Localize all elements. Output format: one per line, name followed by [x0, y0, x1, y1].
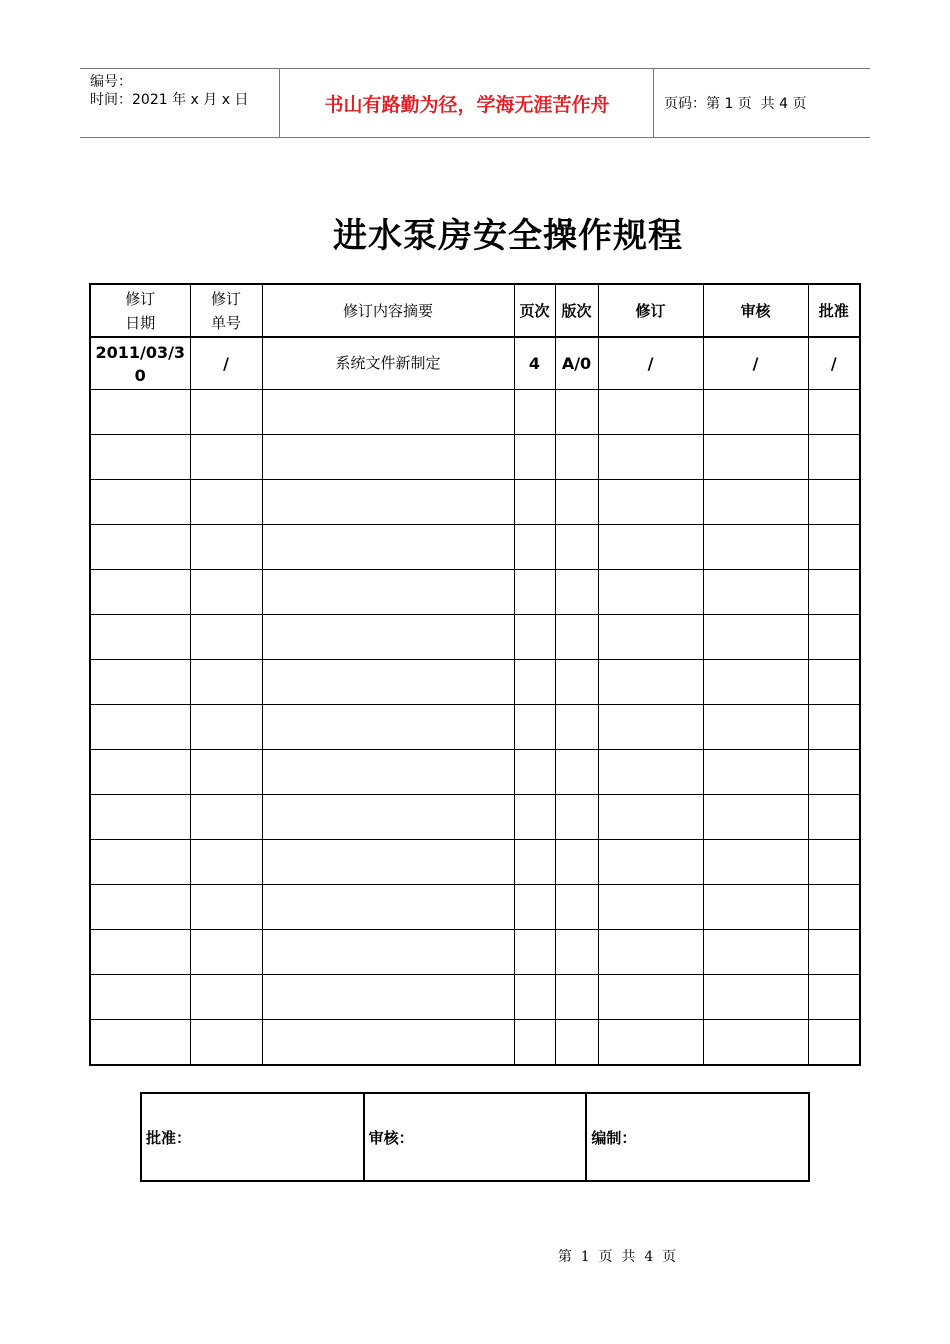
header-revision-order: [190, 284, 262, 337]
table-cell-empty[interactable]: [190, 975, 262, 1020]
table-cell-empty[interactable]: [808, 570, 860, 615]
table-row-empty: [90, 480, 860, 525]
table-cell-empty[interactable]: [514, 975, 555, 1020]
table-cell-empty[interactable]: [598, 435, 703, 480]
table-cell-empty[interactable]: [703, 570, 808, 615]
header-review: 审核: [703, 284, 808, 337]
table-cell-empty[interactable]: [262, 390, 514, 435]
table-row-empty: [90, 705, 860, 750]
approve-label: 批准：: [146, 1128, 192, 1147]
table-cell-empty[interactable]: [808, 390, 860, 435]
table-cell-empty[interactable]: [514, 795, 555, 840]
review-field[interactable]: [365, 1094, 588, 1180]
table-cell-empty[interactable]: [555, 930, 598, 975]
table-cell-empty[interactable]: [555, 795, 598, 840]
table-cell-empty[interactable]: [262, 975, 514, 1020]
table-cell-empty[interactable]: [514, 840, 555, 885]
cell-version: A/0: [555, 337, 598, 390]
table-cell-empty[interactable]: [808, 525, 860, 570]
header-revision-date: [90, 284, 190, 337]
table-cell-empty[interactable]: [514, 750, 555, 795]
table-row-empty: [90, 615, 860, 660]
table-cell-empty[interactable]: [262, 930, 514, 975]
blank-rows: [90, 390, 860, 1066]
approve-field[interactable]: [142, 1094, 365, 1180]
table-row-empty: [90, 975, 860, 1020]
compile-field[interactable]: [587, 1094, 808, 1180]
header-approve: 批准: [808, 284, 860, 337]
table-cell-empty[interactable]: [555, 1020, 598, 1066]
table-row-empty: [90, 1020, 860, 1066]
table-cell-empty[interactable]: [190, 660, 262, 705]
document-time-label: 时间：2021 年 x 月 x 日: [90, 92, 249, 108]
header-version: 版次: [555, 284, 598, 337]
header-revision-date-line2: 日期: [125, 313, 156, 332]
table-cell-empty[interactable]: [262, 525, 514, 570]
header-summary: 修订内容摘要: [262, 284, 514, 337]
table-cell-empty[interactable]: [190, 795, 262, 840]
table-cell-empty[interactable]: [703, 1020, 808, 1066]
table-cell-empty[interactable]: [555, 480, 598, 525]
cell-date-text: 2011/03/30: [95, 342, 186, 385]
table-cell-empty[interactable]: [598, 390, 703, 435]
table-row-empty: [90, 930, 860, 975]
table-cell-empty[interactable]: [703, 435, 808, 480]
table-cell-empty[interactable]: [90, 615, 190, 660]
table-cell-empty[interactable]: [190, 840, 262, 885]
table-cell-empty[interactable]: [90, 390, 190, 435]
header-meta: [80, 69, 280, 137]
table-cell-empty[interactable]: [190, 570, 262, 615]
cell-summary: 系统文件新制定: [262, 337, 514, 390]
table-cell-empty[interactable]: [514, 570, 555, 615]
table-cell-empty[interactable]: [808, 930, 860, 975]
table-cell-empty[interactable]: [808, 750, 860, 795]
table-cell-empty[interactable]: [90, 930, 190, 975]
header-revision-order-line1: 修订: [210, 289, 241, 308]
table-cell-empty[interactable]: [514, 480, 555, 525]
header-revision-order-line2: 单号: [210, 313, 241, 332]
table-row-empty: [90, 570, 860, 615]
table-cell-empty[interactable]: [598, 930, 703, 975]
table-cell-empty[interactable]: [555, 975, 598, 1020]
table-cell-empty[interactable]: [703, 795, 808, 840]
approval-box: [140, 1092, 810, 1182]
table-cell-empty[interactable]: [598, 570, 703, 615]
table-cell-empty[interactable]: [90, 570, 190, 615]
table-cell-empty[interactable]: [90, 795, 190, 840]
table-cell-empty[interactable]: [90, 435, 190, 480]
header-pages: 页次: [514, 284, 555, 337]
table-cell-empty[interactable]: [90, 660, 190, 705]
table-cell-empty[interactable]: [598, 975, 703, 1020]
table-cell-empty[interactable]: [555, 660, 598, 705]
table-cell-empty[interactable]: [514, 660, 555, 705]
table-cell-empty[interactable]: [555, 615, 598, 660]
table-cell-empty[interactable]: [808, 1020, 860, 1066]
table-cell-empty[interactable]: [514, 390, 555, 435]
header-revision-date-line1: 修订: [125, 289, 156, 308]
table-cell-empty[interactable]: [514, 930, 555, 975]
table-row-empty: [90, 525, 860, 570]
table-cell-empty[interactable]: [598, 525, 703, 570]
table-cell-empty[interactable]: [262, 705, 514, 750]
table-cell-empty[interactable]: [555, 390, 598, 435]
table-cell-empty[interactable]: [808, 480, 860, 525]
table-cell-empty[interactable]: [190, 480, 262, 525]
table-cell-empty[interactable]: [808, 840, 860, 885]
cell-review: /: [703, 337, 808, 390]
document-header: [80, 68, 870, 138]
table-cell-empty[interactable]: [703, 390, 808, 435]
table-cell-empty[interactable]: [262, 885, 514, 930]
cell-pages: 4: [514, 337, 555, 390]
table-cell-empty[interactable]: [703, 975, 808, 1020]
table-cell-empty[interactable]: [262, 1020, 514, 1066]
table-cell-empty[interactable]: [808, 975, 860, 1020]
table-cell-empty[interactable]: [514, 705, 555, 750]
table-cell-empty[interactable]: [90, 525, 190, 570]
table-cell-empty[interactable]: [90, 750, 190, 795]
table-cell-empty[interactable]: [190, 750, 262, 795]
table-cell-empty[interactable]: [555, 435, 598, 480]
table-cell-empty[interactable]: [808, 795, 860, 840]
table-cell-empty[interactable]: [555, 525, 598, 570]
header-page-info: 页码：第 1 页 共 4 页: [664, 96, 807, 112]
table-row-empty: [90, 390, 860, 435]
document-number-label: 编号：: [90, 74, 132, 90]
table-cell-empty[interactable]: [598, 795, 703, 840]
table-cell-empty[interactable]: [555, 705, 598, 750]
table-cell-empty[interactable]: [703, 615, 808, 660]
cell-order: /: [190, 337, 262, 390]
header-motto: 书山有路勤为径，学海无涯苦作舟: [281, 69, 654, 137]
table-cell-empty[interactable]: [190, 435, 262, 480]
table-cell-empty[interactable]: [808, 615, 860, 660]
table-cell-empty[interactable]: [555, 840, 598, 885]
table-cell-empty[interactable]: [190, 390, 262, 435]
table-row-empty: [90, 435, 860, 480]
table-cell-empty[interactable]: [190, 615, 262, 660]
table-cell-empty[interactable]: [262, 435, 514, 480]
table-cell-empty[interactable]: [598, 840, 703, 885]
review-label: 审核：: [368, 1128, 414, 1147]
table-cell-empty[interactable]: [703, 930, 808, 975]
table-cell-empty[interactable]: [514, 525, 555, 570]
table-cell-empty[interactable]: [703, 750, 808, 795]
table-cell-empty[interactable]: [190, 525, 262, 570]
table-cell-empty[interactable]: [262, 750, 514, 795]
table-cell-empty[interactable]: [598, 705, 703, 750]
table-cell-empty[interactable]: [703, 525, 808, 570]
cell-date: [90, 337, 190, 390]
table-cell-empty[interactable]: [598, 660, 703, 705]
table-cell-empty[interactable]: [555, 750, 598, 795]
table-cell-empty[interactable]: [808, 705, 860, 750]
table-cell-empty[interactable]: [514, 615, 555, 660]
table-cell-empty[interactable]: [90, 705, 190, 750]
table-row-empty: [90, 660, 860, 705]
table-row-empty: [90, 840, 860, 885]
table-cell-empty[interactable]: [598, 750, 703, 795]
table-cell-empty[interactable]: [262, 480, 514, 525]
table-cell-empty[interactable]: [555, 885, 598, 930]
table-cell-empty[interactable]: [262, 795, 514, 840]
table-cell-empty[interactable]: [190, 1020, 262, 1066]
compile-label: 编制：: [591, 1128, 637, 1147]
table-cell-empty[interactable]: [703, 660, 808, 705]
table-cell-empty[interactable]: [262, 570, 514, 615]
table-cell-empty[interactable]: [808, 885, 860, 930]
table-cell-empty[interactable]: [808, 660, 860, 705]
table-cell-empty[interactable]: [703, 840, 808, 885]
table-cell-empty[interactable]: [190, 930, 262, 975]
table-cell-empty[interactable]: [598, 480, 703, 525]
table-row-empty: [90, 795, 860, 840]
table-cell-empty[interactable]: [90, 885, 190, 930]
table-cell-empty[interactable]: [808, 435, 860, 480]
table-cell-empty[interactable]: [190, 705, 262, 750]
table-cell-empty[interactable]: [90, 480, 190, 525]
cell-approve: /: [808, 337, 860, 390]
table-cell-empty[interactable]: [262, 840, 514, 885]
table-cell-empty[interactable]: [90, 975, 190, 1020]
document-title: 进水泵房安全操作规程: [333, 216, 683, 256]
header-revise: 修订: [598, 284, 703, 337]
table-cell-empty[interactable]: [703, 480, 808, 525]
table-cell-empty[interactable]: [598, 885, 703, 930]
page-footer: 第 1 页 共 4 页: [557, 1249, 677, 1265]
table-cell-empty[interactable]: [514, 885, 555, 930]
table-cell-empty[interactable]: [514, 435, 555, 480]
table-cell-empty[interactable]: [555, 570, 598, 615]
table-row: [90, 337, 860, 390]
table-cell-empty[interactable]: [90, 840, 190, 885]
table-cell-empty[interactable]: [598, 615, 703, 660]
table-header-row: [90, 284, 860, 337]
table-cell-empty[interactable]: [90, 1020, 190, 1066]
table-cell-empty[interactable]: [190, 885, 262, 930]
cell-revise: /: [598, 337, 703, 390]
table-cell-empty[interactable]: [703, 885, 808, 930]
table-cell-empty[interactable]: [262, 660, 514, 705]
table-cell-empty[interactable]: [514, 1020, 555, 1066]
table-row-empty: [90, 885, 860, 930]
table-cell-empty[interactable]: [262, 615, 514, 660]
revision-table: [89, 283, 861, 1066]
table-row-empty: [90, 750, 860, 795]
table-cell-empty[interactable]: [598, 1020, 703, 1066]
table-cell-empty[interactable]: [703, 705, 808, 750]
